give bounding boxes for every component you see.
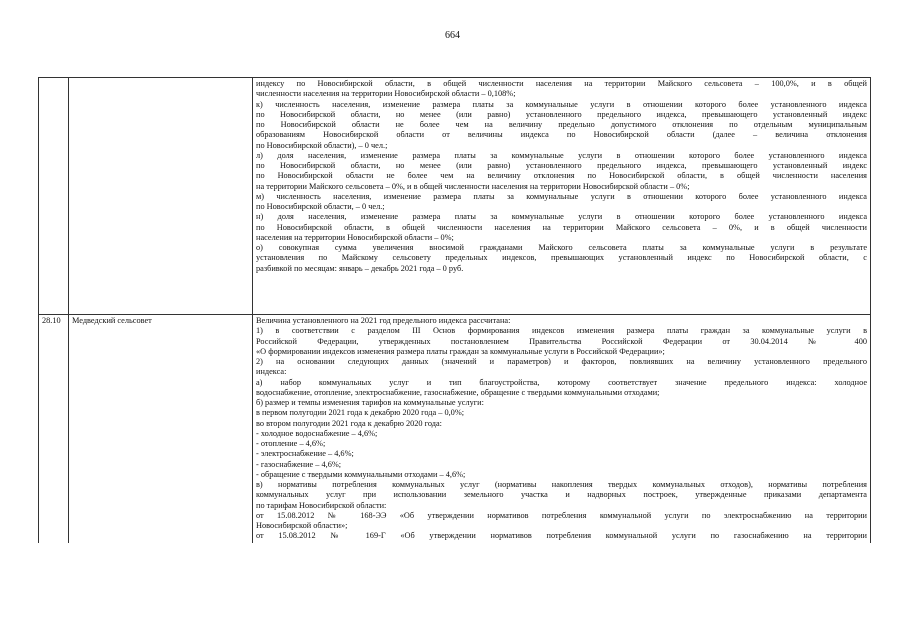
text-line: по Новосибирской области не более чем на величину предельно допустимого отклонения по отдельным муниципальным <box>256 120 867 129</box>
table-row <box>39 78 871 315</box>
text-line: н) доля населения, изменение размера платы за коммунальные услуги в отношении которого более установленного индекса <box>256 212 867 222</box>
text-line: образованиям Новосибирской области от величины индекса по Новосибирской области (далее – величина отклонения <box>256 130 867 140</box>
row-number-cell <box>39 78 69 315</box>
description-cell <box>253 315 871 543</box>
text-line: индексу по Новосибирской области, в общей численности населения на территории Майского сельсовета – 100,0%, и в общей <box>256 79 867 88</box>
text-line: по Новосибирской области, но менее (или равно) установленного предельного индекса, превышающего установленный индекс <box>256 109 867 119</box>
text-line: коммунальных услуг при использовании земельного участка и надворных построек, утвержденные приказами департамента <box>256 490 867 500</box>
row-number-cell: 28.10 <box>39 315 69 543</box>
table-row <box>39 315 871 543</box>
text-line: в) нормативы потребления коммунальных услуг (нормативы накопления твердых коммунальных отходов), нормативы потребления <box>256 480 867 489</box>
text-line: от 15.08.2012 № 169-Г «Об утверждении нормативов потребления коммунальной услуги по газоснабжению на территории <box>256 531 867 541</box>
text-line: разбивкой по месяцам: январь – декабрь 2021 года – 0 руб. <box>256 263 464 273</box>
text-line: водоснабжение, отопление, электроснабжение, газоснабжение, обращение с твердыми коммунальными отходами; <box>256 387 660 397</box>
text-line: б) размер и темпы изменения тарифов на коммунальные услуги: <box>256 398 484 407</box>
text-line: во втором полугодии 2021 года к декабрю 2020 года: <box>256 418 442 428</box>
text-line: - электроснабжение – 4,6%; <box>256 449 354 459</box>
description-cell <box>253 78 871 315</box>
page-number: 664 <box>445 30 460 41</box>
text-line: по Новосибирской области, – 0 чел.; <box>256 202 385 211</box>
text-line: к) численность населения, изменение размера платы за коммунальные услуги в отношении которого более установленного индекса <box>256 99 867 109</box>
text-line: Новосибирской области»; <box>256 521 348 530</box>
text-line: в первом полугодии 2021 года к декабрю 2020 года – 0,0%; <box>256 408 465 418</box>
text-line: по Новосибирской области, но менее (или равно) установленного предельного индекса, превышающего установленный индекс <box>256 161 867 170</box>
text-line: «О формировании индексов изменения размера платы граждан за коммунальные услуги в Российской Федерации»; <box>256 346 665 356</box>
text-line: от 15.08.2012 № 168-ЭЭ «Об утверждении нормативов потребления коммунальной услуги по электроснабжению на территории <box>256 510 867 520</box>
text-line: индекса: <box>256 367 287 377</box>
text-line: установления по Майскому сельсовету предельных индексов, превышающих установленный индекс по Новосибирской области, с <box>256 253 867 263</box>
text-line: 2) на основании следующих данных (значений и параметров) и факторов, повлиявших на величину установленного предельного <box>256 357 867 366</box>
municipality-name-cell: Медведский сельсовет <box>69 315 253 543</box>
text-line: м) численность населения, изменение размера платы за коммунальные услуги в отношении которого более установленного индекса <box>256 191 867 201</box>
text-line: - отопление – 4,6%; <box>256 439 326 448</box>
text-line: населения на территории Новосибирской области – 0%; <box>256 232 454 242</box>
text-line: - обращение с твердыми коммунальными отходами – 4,6%; <box>256 469 466 479</box>
text-line: а) набор коммунальных услуг и тип благоустройства, которому соответствует значение предельного индекса: холодное <box>256 377 867 387</box>
text-line: - газоснабжение – 4,6%; <box>256 459 342 469</box>
text-line: л) доля населения, изменение размера платы за коммунальные услуги в отношении которого более установленного индекса <box>256 150 867 160</box>
text-line: о) совокупная сумма увеличения вносимой гражданами Майского сельсовета платы за коммунальные услуги в результате <box>256 243 867 252</box>
text-line: на территории Майского сельсовета – 0%, и в общей численности населения на территории Новосибирской области – 0%; <box>256 181 690 191</box>
text-line: по Новосибирской области не более чем на величину отклонения по Новосибирской области, в общей численности населения <box>256 171 867 181</box>
text-line: Российской Федерации, утвержденных постановлением Правительства Российской Федерации от 30.04.2014 № 400 <box>256 336 867 346</box>
text-line: Величина установленного на 2021 год предельного индекса рассчитана: <box>256 316 511 325</box>
text-line: численности населения на территории Новосибирской области – 0,108%; <box>256 89 516 99</box>
text-line: 1) в соответствии с разделом III Основ формирования индексов изменения размера платы граждан за коммунальные услуги в <box>256 326 867 336</box>
text-line: по Новосибирской области, в общей численности населения на территории Майского сельсовета – 0%, и в общей численности <box>256 222 867 232</box>
municipality-name-cell <box>69 78 253 315</box>
text-line: по Новосибирской области), – 0 чел.; <box>256 140 388 150</box>
text-line: по тарифам Новосибирской области: <box>256 500 387 510</box>
document-table <box>38 77 871 543</box>
text-line: - холодное водоснабжение – 4,6%; <box>256 428 378 438</box>
